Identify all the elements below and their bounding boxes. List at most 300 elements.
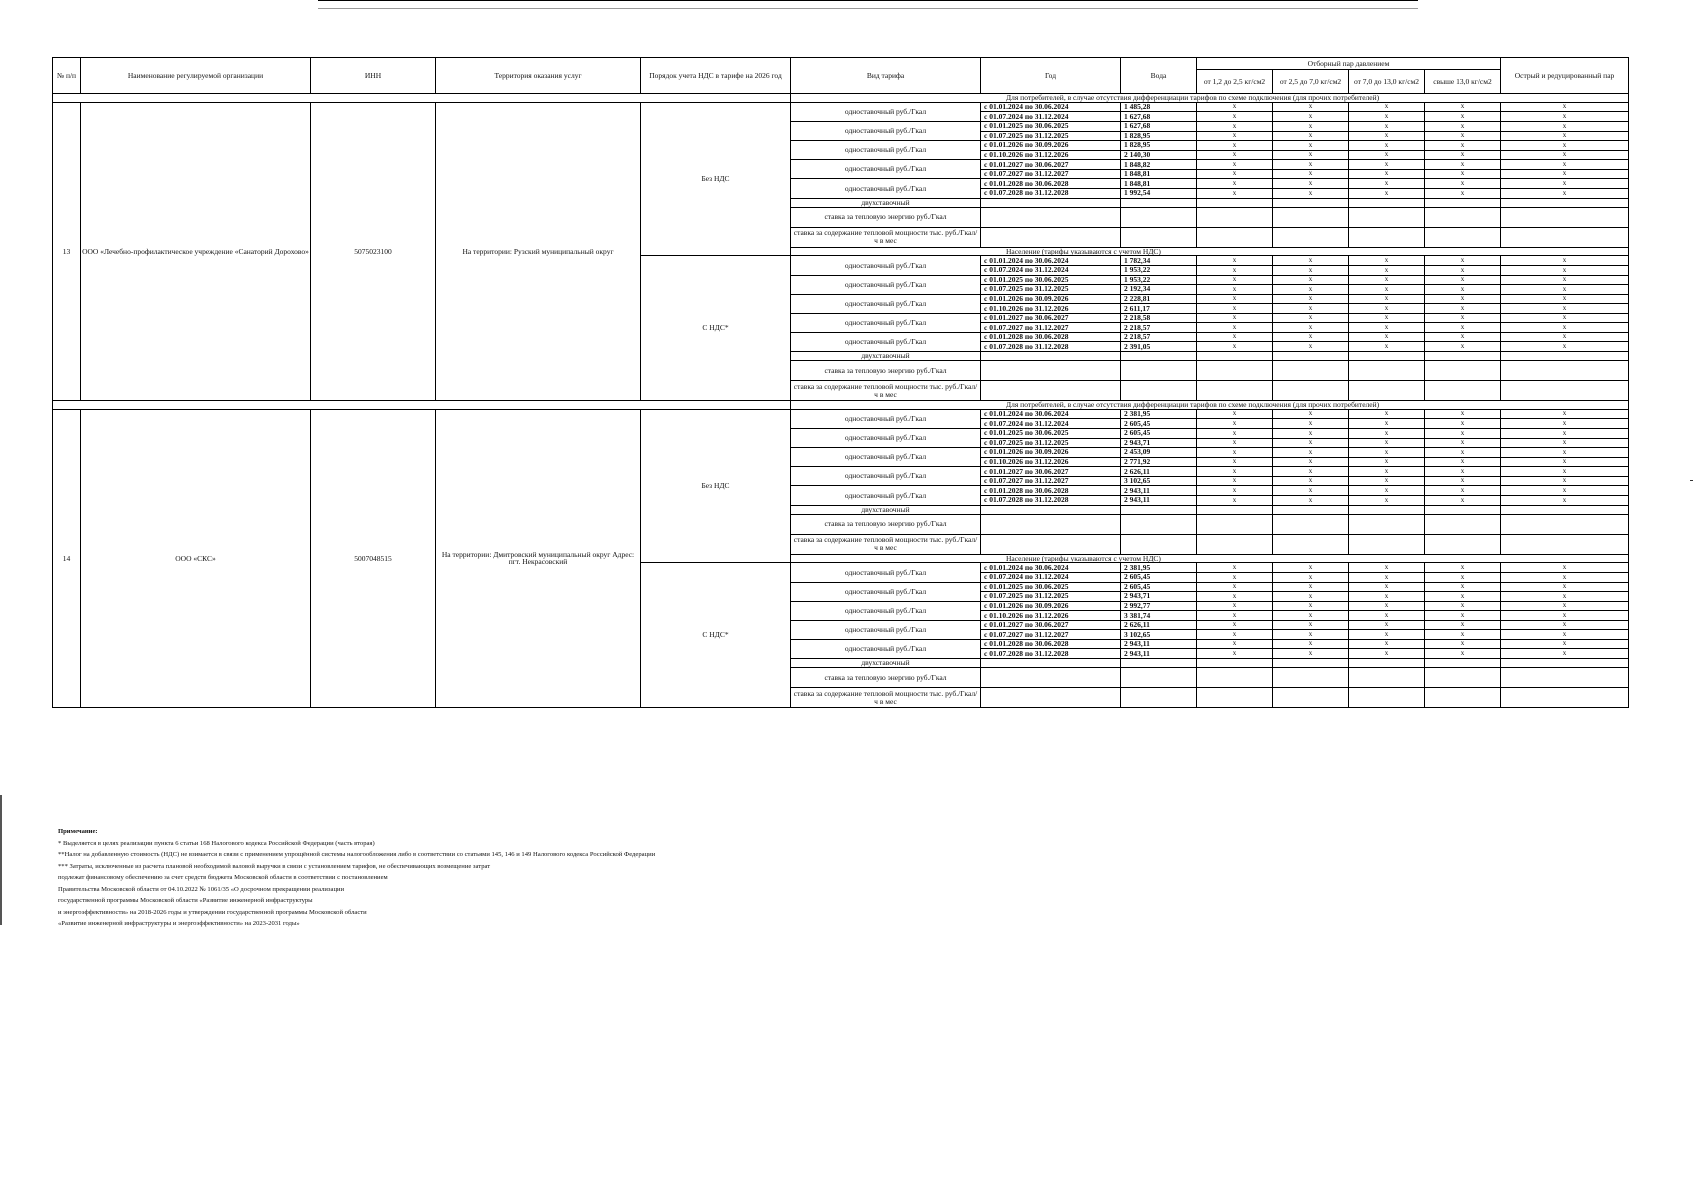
empty-cell <box>981 668 1121 688</box>
header-inn: ИНН <box>311 58 436 94</box>
empty-cell <box>1501 198 1629 207</box>
steam-x-cell: x <box>1501 409 1629 419</box>
steam-x-cell: x <box>1273 630 1349 640</box>
steam-x-cell: x <box>1273 265 1349 275</box>
footnote-line: *** Затраты, исключенные из расчета плановой необходимой валовой выручки в связи с установлением тарифов, не обеспечивающих возмещение затрат <box>58 862 491 870</box>
header-tariff-type: Вид тарифа <box>791 58 981 94</box>
empty-cell <box>981 534 1121 554</box>
empty-cell <box>1273 688 1349 708</box>
steam-x-cell: x <box>1425 601 1501 611</box>
period-cell: с 01.01.2024 по 30.06.2024 <box>981 102 1121 112</box>
tariff-type-two-part: двухставочный <box>791 659 981 668</box>
footnote-line: и энергоэффективности» на 2018-2026 годы и утверждении государственной программы Московской области <box>58 908 367 916</box>
steam-x-cell: x <box>1197 122 1273 132</box>
water-value-cell: 1 848,81 <box>1121 169 1197 179</box>
steam-x-cell: x <box>1349 419 1425 429</box>
tariff-type-one-part: одноставочный руб./Гкал <box>791 409 981 428</box>
steam-x-cell: x <box>1349 256 1425 266</box>
period-cell: с 01.01.2024 по 30.06.2024 <box>981 563 1121 573</box>
period-cell: с 01.07.2024 по 31.12.2024 <box>981 265 1121 275</box>
steam-x-cell: x <box>1501 467 1629 477</box>
steam-x-cell: x <box>1273 285 1349 295</box>
water-value-cell: 2 771,92 <box>1121 457 1197 467</box>
steam-x-cell: x <box>1273 160 1349 170</box>
period-cell: с 01.10.2026 по 31.12.2026 <box>981 150 1121 160</box>
steam-x-cell: x <box>1273 409 1349 419</box>
vat-label-with-vat: С НДС* <box>641 256 791 401</box>
empty-cell <box>1425 659 1501 668</box>
empty-cell <box>1197 659 1273 668</box>
water-value-cell: 2 943,11 <box>1121 649 1197 659</box>
empty-cell <box>1349 198 1425 207</box>
tariff-type-energy-rate: ставка за тепловую энергию руб./Гкал <box>791 361 981 381</box>
steam-x-cell: x <box>1197 582 1273 592</box>
steam-x-cell: x <box>1501 160 1629 170</box>
footnote-line: государственной программы Московской области «Развитие инженерной инфраструктуры <box>58 897 313 904</box>
empty-cell <box>1197 668 1273 688</box>
steam-x-cell: x <box>1425 179 1501 189</box>
water-value-cell: 2 453,09 <box>1121 448 1197 458</box>
period-cell: с 01.10.2026 по 31.12.2026 <box>981 304 1121 314</box>
empty-cell <box>1501 381 1629 401</box>
steam-x-cell: x <box>1273 419 1349 429</box>
period-cell: с 01.01.2025 по 30.06.2025 <box>981 122 1121 132</box>
steam-x-cell: x <box>1273 639 1349 649</box>
steam-x-cell: x <box>1501 611 1629 621</box>
period-cell: с 01.01.2027 по 30.06.2027 <box>981 313 1121 323</box>
tariff-type-one-part: одноставочный руб./Гкал <box>791 582 981 601</box>
steam-x-cell: x <box>1501 601 1629 611</box>
steam-x-cell: x <box>1501 188 1629 198</box>
steam-x-cell: x <box>1349 592 1425 602</box>
period-cell: с 01.01.2028 по 30.06.2028 <box>981 179 1121 189</box>
empty-cell <box>981 227 1121 247</box>
period-cell: с 01.07.2028 по 31.12.2028 <box>981 188 1121 198</box>
steam-x-cell: x <box>1349 122 1425 132</box>
steam-x-cell: x <box>1349 188 1425 198</box>
steam-x-cell: x <box>1349 141 1425 151</box>
steam-x-cell: x <box>1501 275 1629 285</box>
page-top-rule-faint <box>318 8 1418 9</box>
vat-label-no-vat: Без НДС <box>641 409 791 563</box>
steam-x-cell: x <box>1197 169 1273 179</box>
org-inn: 5075023100 <box>311 102 436 400</box>
steam-x-cell: x <box>1273 495 1349 505</box>
empty-cell <box>1349 207 1425 227</box>
empty-cell <box>1197 227 1273 247</box>
steam-x-cell: x <box>1197 141 1273 151</box>
band-spacer <box>53 94 791 103</box>
steam-x-cell: x <box>1501 438 1629 448</box>
steam-x-cell: x <box>1349 323 1425 333</box>
steam-x-cell: x <box>1273 131 1349 141</box>
empty-cell <box>981 688 1121 708</box>
period-cell: с 01.10.2026 по 31.12.2026 <box>981 457 1121 467</box>
empty-cell <box>981 352 1121 361</box>
steam-x-cell: x <box>1425 649 1501 659</box>
org-territory: На территории: Рузский муниципальный округ <box>436 102 641 400</box>
tariff-type-one-part: одноставочный руб./Гкал <box>791 294 981 313</box>
water-value-cell: 2 626,11 <box>1121 620 1197 630</box>
empty-cell <box>1197 352 1273 361</box>
steam-x-cell: x <box>1501 150 1629 160</box>
tariff-type-one-part: одноставочный руб./Гкал <box>791 467 981 486</box>
period-cell: с 01.01.2026 по 30.09.2026 <box>981 294 1121 304</box>
water-value-cell: 2 943,11 <box>1121 495 1197 505</box>
empty-cell <box>1425 361 1501 381</box>
period-cell: с 01.01.2025 по 30.06.2025 <box>981 429 1121 439</box>
steam-x-cell: x <box>1501 448 1629 458</box>
steam-x-cell: x <box>1273 188 1349 198</box>
steam-x-cell: x <box>1425 476 1501 486</box>
steam-x-cell: x <box>1425 294 1501 304</box>
water-value-cell: 2 605,45 <box>1121 582 1197 592</box>
steam-x-cell: x <box>1197 179 1273 189</box>
period-cell: с 01.01.2028 по 30.06.2028 <box>981 486 1121 496</box>
period-cell: с 01.07.2027 по 31.12.2027 <box>981 323 1121 333</box>
empty-cell <box>981 361 1121 381</box>
steam-x-cell: x <box>1501 620 1629 630</box>
water-value-cell: 2 992,77 <box>1121 601 1197 611</box>
steam-x-cell: x <box>1197 592 1273 602</box>
steam-x-cell: x <box>1197 572 1273 582</box>
period-cell: с 01.01.2025 по 30.06.2025 <box>981 275 1121 285</box>
period-cell: с 01.01.2024 по 30.06.2024 <box>981 256 1121 266</box>
empty-cell <box>1273 534 1349 554</box>
steam-x-cell: x <box>1501 179 1629 189</box>
steam-x-cell: x <box>1425 592 1501 602</box>
empty-cell <box>1273 668 1349 688</box>
period-cell: с 01.07.2028 по 31.12.2028 <box>981 495 1121 505</box>
empty-cell <box>1425 668 1501 688</box>
steam-x-cell: x <box>1273 179 1349 189</box>
steam-x-cell: x <box>1501 639 1629 649</box>
empty-cell <box>1197 534 1273 554</box>
water-value-cell: 2 192,34 <box>1121 285 1197 295</box>
empty-cell <box>1197 361 1273 381</box>
steam-x-cell: x <box>1425 188 1501 198</box>
scan-edge-tick <box>1690 480 1693 481</box>
steam-x-cell: x <box>1425 457 1501 467</box>
steam-x-cell: x <box>1273 112 1349 122</box>
steam-x-cell: x <box>1349 275 1425 285</box>
steam-x-cell: x <box>1425 448 1501 458</box>
tariff-type-one-part: одноставочный руб./Гкал <box>791 332 981 351</box>
steam-x-cell: x <box>1501 476 1629 486</box>
empty-cell <box>1349 514 1425 534</box>
tariff-type-one-part: одноставочный руб./Гкал <box>791 639 981 658</box>
steam-x-cell: x <box>1349 620 1425 630</box>
water-value-cell: 2 605,45 <box>1121 572 1197 582</box>
water-value-cell: 3 381,74 <box>1121 611 1197 621</box>
steam-x-cell: x <box>1197 188 1273 198</box>
steam-x-cell: x <box>1425 582 1501 592</box>
steam-x-cell: x <box>1273 150 1349 160</box>
steam-x-cell: x <box>1349 563 1425 573</box>
steam-x-cell: x <box>1197 611 1273 621</box>
steam-x-cell: x <box>1197 294 1273 304</box>
empty-cell <box>981 381 1121 401</box>
tariff-type-one-part: одноставочный руб./Гкал <box>791 429 981 448</box>
footnote-line: * Выделяется в целях реализации пункта 6 статьи 168 Налогового кодекса Российской Федерации (часть вторая) <box>58 839 375 847</box>
steam-x-cell: x <box>1197 486 1273 496</box>
period-cell: с 01.07.2025 по 31.12.2025 <box>981 131 1121 141</box>
steam-x-cell: x <box>1349 572 1425 582</box>
steam-x-cell: x <box>1349 294 1425 304</box>
header-steam-group: Отборный пар давлением <box>1197 58 1501 70</box>
steam-x-cell: x <box>1349 304 1425 314</box>
empty-cell <box>1501 361 1629 381</box>
org-territory: На территории: Дмитровский муниципальный округ Адрес: пгт. Некрасовский <box>436 409 641 707</box>
steam-x-cell: x <box>1197 275 1273 285</box>
steam-x-cell: x <box>1273 582 1349 592</box>
empty-cell <box>1197 505 1273 514</box>
steam-x-cell: x <box>1501 256 1629 266</box>
steam-x-cell: x <box>1501 332 1629 342</box>
header-steam-1: от 1,2 до 2,5 кг/см2 <box>1197 70 1273 94</box>
water-value-cell: 2 943,71 <box>1121 438 1197 448</box>
water-value-cell: 2 381,95 <box>1121 563 1197 573</box>
empty-cell <box>1501 352 1629 361</box>
steam-x-cell: x <box>1273 323 1349 333</box>
steam-x-cell: x <box>1501 457 1629 467</box>
steam-x-cell: x <box>1501 582 1629 592</box>
steam-x-cell: x <box>1501 141 1629 151</box>
water-value-cell: 2 228,81 <box>1121 294 1197 304</box>
steam-x-cell: x <box>1349 150 1425 160</box>
empty-cell <box>1425 505 1501 514</box>
steam-x-cell: x <box>1501 304 1629 314</box>
empty-cell <box>1273 198 1349 207</box>
empty-cell <box>1273 227 1349 247</box>
water-value-cell: 1 627,68 <box>1121 122 1197 132</box>
steam-x-cell: x <box>1501 131 1629 141</box>
empty-cell <box>981 514 1121 534</box>
empty-cell <box>981 659 1121 668</box>
steam-x-cell: x <box>1349 467 1425 477</box>
steam-x-cell: x <box>1425 102 1501 112</box>
empty-cell <box>1425 207 1501 227</box>
steam-x-cell: x <box>1349 265 1425 275</box>
empty-cell <box>1349 227 1425 247</box>
empty-cell <box>1197 207 1273 227</box>
band-label-population: Население (тарифы указываются с учетом НДС) <box>791 247 1629 256</box>
org-number: 14 <box>53 409 81 707</box>
period-cell: с 01.07.2025 по 31.12.2025 <box>981 592 1121 602</box>
steam-x-cell: x <box>1197 476 1273 486</box>
steam-x-cell: x <box>1273 342 1349 352</box>
steam-x-cell: x <box>1425 639 1501 649</box>
steam-x-cell: x <box>1349 169 1425 179</box>
empty-cell <box>1121 659 1197 668</box>
steam-x-cell: x <box>1349 611 1425 621</box>
period-cell: с 01.01.2026 по 30.09.2026 <box>981 141 1121 151</box>
empty-cell <box>1121 207 1197 227</box>
empty-cell <box>1273 381 1349 401</box>
empty-cell <box>1273 361 1349 381</box>
water-value-cell: 1 953,22 <box>1121 275 1197 285</box>
empty-cell <box>1501 659 1629 668</box>
period-cell: с 01.07.2024 по 31.12.2024 <box>981 572 1121 582</box>
empty-cell <box>1273 514 1349 534</box>
footnote-title: Примечание: <box>58 828 98 835</box>
tariff-type-energy-rate: ставка за тепловую энергию руб./Гкал <box>791 207 981 227</box>
steam-x-cell: x <box>1349 313 1425 323</box>
steam-x-cell: x <box>1273 592 1349 602</box>
steam-x-cell: x <box>1197 112 1273 122</box>
steam-x-cell: x <box>1349 630 1425 640</box>
steam-x-cell: x <box>1273 304 1349 314</box>
empty-cell <box>1349 534 1425 554</box>
steam-x-cell: x <box>1349 112 1425 122</box>
steam-x-cell: x <box>1501 649 1629 659</box>
tariff-type-one-part: одноставочный руб./Гкал <box>791 122 981 141</box>
footnote-line: подлежат финансовому обеспечению за счет средств бюджета Московской области в соответствии с постановлением <box>58 874 388 881</box>
water-value-cell: 2 943,11 <box>1121 639 1197 649</box>
header-territory: Территория оказания услуг <box>436 58 641 94</box>
empty-cell <box>1197 688 1273 708</box>
steam-x-cell: x <box>1273 601 1349 611</box>
steam-x-cell: x <box>1273 141 1349 151</box>
water-value-cell: 2 943,71 <box>1121 592 1197 602</box>
empty-cell <box>1501 688 1629 708</box>
steam-x-cell: x <box>1425 409 1501 419</box>
water-value-cell: 2 218,57 <box>1121 323 1197 333</box>
empty-cell <box>1425 381 1501 401</box>
steam-x-cell: x <box>1501 285 1629 295</box>
steam-x-cell: x <box>1349 649 1425 659</box>
steam-x-cell: x <box>1501 429 1629 439</box>
scan-edge-mark <box>0 795 2 925</box>
page-top-rule <box>318 0 1418 1</box>
steam-x-cell: x <box>1425 611 1501 621</box>
steam-x-cell: x <box>1349 486 1425 496</box>
header-vat-order: Порядок учета НДС в тарифе на 2026 год <box>641 58 791 94</box>
steam-x-cell: x <box>1197 649 1273 659</box>
steam-x-cell: x <box>1273 122 1349 132</box>
steam-x-cell: x <box>1501 592 1629 602</box>
vat-label-no-vat: Без НДС <box>641 102 791 256</box>
steam-x-cell: x <box>1349 457 1425 467</box>
empty-cell <box>1501 505 1629 514</box>
empty-cell <box>1425 534 1501 554</box>
tariff-type-one-part: одноставочный руб./Гкал <box>791 448 981 467</box>
tariff-type-one-part: одноставочный руб./Гкал <box>791 601 981 620</box>
tariff-type-one-part: одноставочный руб./Гкал <box>791 256 981 275</box>
period-cell: с 01.07.2027 по 31.12.2027 <box>981 630 1121 640</box>
steam-x-cell: x <box>1273 294 1349 304</box>
empty-cell <box>1273 505 1349 514</box>
steam-x-cell: x <box>1425 419 1501 429</box>
period-cell: с 01.01.2025 по 30.06.2025 <box>981 582 1121 592</box>
period-cell: с 01.07.2028 по 31.12.2028 <box>981 342 1121 352</box>
steam-x-cell: x <box>1197 304 1273 314</box>
steam-x-cell: x <box>1197 332 1273 342</box>
steam-x-cell: x <box>1197 495 1273 505</box>
steam-x-cell: x <box>1273 476 1349 486</box>
footnote-line: «Развитие инженерной инфраструктуры и энергоэффективности» на 2023-2031 годы» <box>58 920 300 927</box>
empty-cell <box>1121 361 1197 381</box>
period-cell: с 01.07.2025 по 31.12.2025 <box>981 285 1121 295</box>
empty-cell <box>1121 514 1197 534</box>
period-cell: с 01.07.2027 по 31.12.2027 <box>981 169 1121 179</box>
tariff-type-two-part: двухставочный <box>791 198 981 207</box>
water-value-cell: 1 782,34 <box>1121 256 1197 266</box>
empty-cell <box>981 207 1121 227</box>
steam-x-cell: x <box>1501 495 1629 505</box>
period-cell: с 01.07.2028 по 31.12.2028 <box>981 649 1121 659</box>
steam-x-cell: x <box>1425 467 1501 477</box>
empty-cell <box>1121 352 1197 361</box>
steam-x-cell: x <box>1197 639 1273 649</box>
steam-x-cell: x <box>1425 141 1501 151</box>
band-label-other: Для потребителей, в случае отсутствия дифференциации тарифов по схеме подключения (для прочих потребителей) <box>791 401 1629 410</box>
empty-cell <box>1121 227 1197 247</box>
steam-x-cell: x <box>1273 169 1349 179</box>
empty-cell <box>1501 227 1629 247</box>
header-steam-sharp: Острый и редуцированный пар <box>1501 58 1629 94</box>
empty-cell <box>1501 207 1629 227</box>
steam-x-cell: x <box>1273 102 1349 112</box>
empty-cell <box>1121 688 1197 708</box>
steam-x-cell: x <box>1273 256 1349 266</box>
band-label-other: Для потребителей, в случае отсутствия дифференциации тарифов по схеме подключения (для прочих потребителей) <box>791 94 1629 103</box>
water-value-cell: 1 485,28 <box>1121 102 1197 112</box>
tariff-type-one-part: одноставочный руб./Гкал <box>791 486 981 505</box>
steam-x-cell: x <box>1501 265 1629 275</box>
tariff-type-one-part: одноставочный руб./Гкал <box>791 102 981 121</box>
header-steam-4: свыше 13,0 кг/см2 <box>1425 70 1501 94</box>
steam-x-cell: x <box>1501 486 1629 496</box>
empty-cell <box>1197 514 1273 534</box>
water-value-cell: 1 828,95 <box>1121 141 1197 151</box>
empty-cell <box>1121 505 1197 514</box>
steam-x-cell: x <box>1349 639 1425 649</box>
steam-x-cell: x <box>1425 150 1501 160</box>
steam-x-cell: x <box>1349 476 1425 486</box>
water-value-cell: 3 102,65 <box>1121 630 1197 640</box>
steam-x-cell: x <box>1197 160 1273 170</box>
steam-x-cell: x <box>1197 429 1273 439</box>
steam-x-cell: x <box>1197 563 1273 573</box>
footnotes <box>58 826 655 930</box>
org-name: ООО «Лечебно-профилактическое учреждение «Санаторий Дорохово» <box>81 102 311 400</box>
steam-x-cell: x <box>1273 332 1349 342</box>
steam-x-cell: x <box>1501 419 1629 429</box>
steam-x-cell: x <box>1425 342 1501 352</box>
header-num: № п/п <box>53 58 81 94</box>
band-spacer <box>53 401 791 410</box>
band-label-population: Население (тарифы указываются с учетом НДС) <box>791 554 1629 563</box>
period-cell: с 01.07.2025 по 31.12.2025 <box>981 438 1121 448</box>
empty-cell <box>1501 514 1629 534</box>
empty-cell <box>1349 688 1425 708</box>
water-value-cell: 2 218,58 <box>1121 313 1197 323</box>
empty-cell <box>1501 534 1629 554</box>
steam-x-cell: x <box>1349 438 1425 448</box>
steam-x-cell: x <box>1425 275 1501 285</box>
steam-x-cell: x <box>1501 342 1629 352</box>
tariff-type-capacity-rate: ставка за содержание тепловой мощности тыс. руб./Гкал/ч в мес <box>791 688 981 708</box>
period-cell: с 01.01.2027 по 30.06.2027 <box>981 160 1121 170</box>
steam-x-cell: x <box>1425 332 1501 342</box>
steam-x-cell: x <box>1349 160 1425 170</box>
org-inn: 5007048515 <box>311 409 436 707</box>
steam-x-cell: x <box>1425 169 1501 179</box>
empty-cell <box>1349 381 1425 401</box>
org-name: ООО «СКС» <box>81 409 311 707</box>
water-value-cell: 1 848,81 <box>1121 179 1197 189</box>
